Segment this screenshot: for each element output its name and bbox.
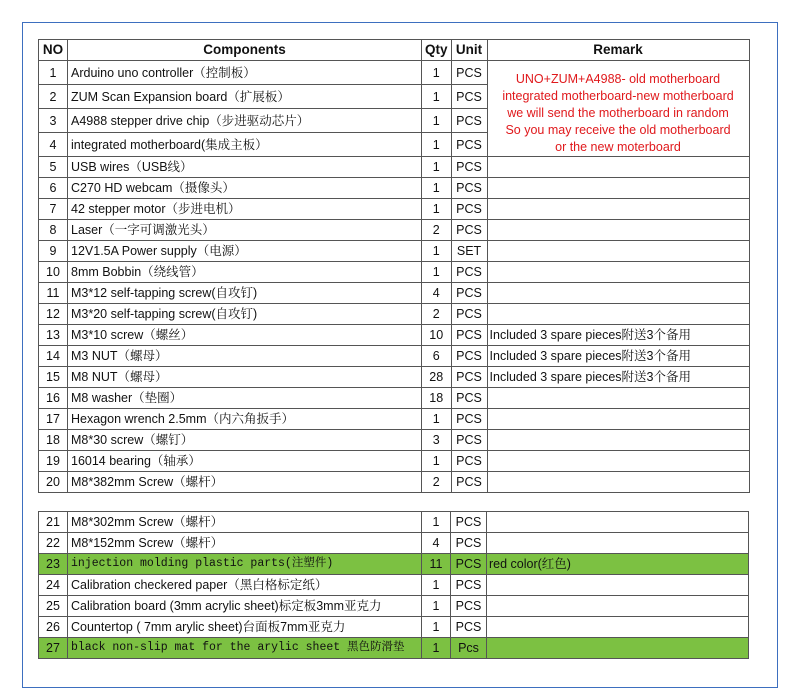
row-number: 3 — [39, 109, 68, 133]
table-row — [39, 617, 749, 638]
quantity: 1 — [422, 157, 452, 178]
remark-cell — [487, 638, 749, 659]
unit: PCS — [451, 304, 487, 325]
row-number: 17 — [39, 409, 68, 430]
component-name: Laser（一字可调激光头） — [68, 220, 422, 241]
remark-cell — [487, 388, 749, 409]
header-qty: Qty — [422, 40, 452, 61]
component-name: 12V1.5A Power supply（电源） — [68, 241, 422, 262]
row-number: 26 — [39, 617, 68, 638]
component-name: Calibration board (3mm acrylic sheet)标定板3mm亚克力 — [68, 596, 422, 617]
table-row — [39, 304, 750, 325]
components-table — [38, 39, 750, 493]
header-components: Components — [68, 40, 422, 61]
unit: PCS — [451, 220, 487, 241]
remark-cell: Included 3 spare pieces附送3个备用 — [487, 346, 749, 367]
remark-line: So you may receive the old motherboard — [505, 123, 731, 137]
component-name: M3*12 self-tapping screw(自攻钉) — [68, 283, 422, 304]
unit: PCS — [451, 346, 487, 367]
quantity: 1 — [422, 178, 452, 199]
remark-cell — [487, 533, 749, 554]
unit: PCS — [451, 617, 487, 638]
component-name: 8mm Bobbin（绕线管） — [68, 262, 422, 283]
unit: Pcs — [451, 638, 487, 659]
table-row — [39, 575, 749, 596]
unit: PCS — [451, 85, 487, 109]
unit: PCS — [451, 512, 487, 533]
header-row — [39, 40, 750, 61]
component-name: M8*382mm Screw（螺杆） — [68, 472, 422, 493]
row-number: 4 — [39, 133, 68, 157]
table-body-continued — [39, 512, 749, 659]
table-row — [39, 533, 749, 554]
remark-cell — [487, 220, 749, 241]
quantity: 4 — [422, 283, 452, 304]
component-name: M3*20 self-tapping screw(自攻钉) — [68, 304, 422, 325]
quantity: 10 — [422, 325, 452, 346]
component-name: M3*10 screw（螺丝） — [68, 325, 422, 346]
quantity: 1 — [422, 133, 452, 157]
quantity: 1 — [422, 512, 451, 533]
quantity: 28 — [422, 367, 452, 388]
unit: PCS — [451, 596, 487, 617]
unit: PCS — [451, 61, 487, 85]
quantity: 1 — [422, 575, 451, 596]
table-body — [39, 61, 750, 493]
remark-line: we will send the motherboard in random — [507, 106, 729, 120]
remark-line: UNO+ZUM+A4988- old motherboard — [515, 72, 721, 86]
unit: PCS — [451, 262, 487, 283]
unit: PCS — [451, 554, 487, 575]
header-remark: Remark — [487, 40, 749, 61]
quantity: 1 — [422, 596, 451, 617]
component-name: injection molding plastic parts(注塑件) — [68, 554, 422, 575]
quantity: 18 — [422, 388, 452, 409]
unit: SET — [451, 241, 487, 262]
component-name: 42 stepper motor（步进电机） — [68, 199, 422, 220]
table-row — [39, 367, 750, 388]
table-row — [39, 554, 749, 575]
component-name: USB wires（USB线） — [68, 157, 422, 178]
table-row — [39, 596, 749, 617]
row-number: 2 — [39, 85, 68, 109]
component-name: M8*30 screw（螺钉） — [68, 430, 422, 451]
table-row — [39, 157, 750, 178]
table-row — [39, 472, 750, 493]
component-name: black non-slip mat for the arylic sheet 黑色防滑垫 — [68, 638, 422, 659]
row-number: 19 — [39, 451, 68, 472]
quantity: 1 — [422, 61, 452, 85]
remark-cell — [487, 575, 749, 596]
row-number: 12 — [39, 304, 68, 325]
quantity: 11 — [422, 554, 451, 575]
table-row — [39, 638, 749, 659]
row-number: 15 — [39, 367, 68, 388]
quantity: 2 — [422, 304, 452, 325]
row-number: 8 — [39, 220, 68, 241]
table-row — [39, 178, 750, 199]
row-number: 7 — [39, 199, 68, 220]
table-row — [39, 220, 750, 241]
row-number: 22 — [39, 533, 68, 554]
quantity: 1 — [422, 85, 452, 109]
row-number: 21 — [39, 512, 68, 533]
remark-cell — [487, 178, 749, 199]
table-row — [39, 512, 749, 533]
unit: PCS — [451, 430, 487, 451]
row-number: 27 — [39, 638, 68, 659]
remark-cell — [487, 304, 749, 325]
remark-line: or the new moterboard — [555, 140, 681, 154]
row-number: 6 — [39, 178, 68, 199]
remark-cell — [487, 472, 749, 493]
quantity: 1 — [422, 617, 451, 638]
component-name: M8 washer（垫圈） — [68, 388, 422, 409]
remark-cell — [487, 262, 749, 283]
component-name: C270 HD webcam（摄像头） — [68, 178, 422, 199]
unit: PCS — [451, 109, 487, 133]
remark-cell — [487, 409, 749, 430]
unit: PCS — [451, 199, 487, 220]
row-number: 18 — [39, 430, 68, 451]
component-name: M3 NUT（螺母） — [68, 346, 422, 367]
row-number: 23 — [39, 554, 68, 575]
remark-cell — [487, 451, 749, 472]
component-name: integrated motherboard(集成主板） — [68, 133, 422, 157]
unit: PCS — [451, 575, 487, 596]
table-row — [39, 409, 750, 430]
quantity: 1 — [422, 241, 452, 262]
table-row — [39, 283, 750, 304]
unit: PCS — [451, 325, 487, 346]
component-name: M8*152mm Screw（螺杆） — [68, 533, 422, 554]
component-name: Arduino uno controller（控制板） — [68, 61, 422, 85]
component-name: Hexagon wrench 2.5mm（内六角扳手） — [68, 409, 422, 430]
row-number: 25 — [39, 596, 68, 617]
row-number: 13 — [39, 325, 68, 346]
table-row — [39, 388, 750, 409]
component-name: A4988 stepper drive chip（步进驱动芯片） — [68, 109, 422, 133]
remark-cell — [487, 157, 749, 178]
component-name: Calibration checkered paper（黑白格标定纸） — [68, 575, 422, 596]
table-row — [39, 430, 750, 451]
unit: PCS — [451, 472, 487, 493]
quantity: 1 — [422, 199, 452, 220]
quantity: 1 — [422, 109, 452, 133]
component-name: ZUM Scan Expansion board（扩展板） — [68, 85, 422, 109]
component-name: M8 NUT（螺母） — [68, 367, 422, 388]
row-number: 20 — [39, 472, 68, 493]
components-table-continued — [38, 511, 749, 659]
remark-cell — [487, 283, 749, 304]
row-number: 11 — [39, 283, 68, 304]
row-number: 1 — [39, 61, 68, 85]
table-row — [39, 262, 750, 283]
quantity: 2 — [422, 220, 452, 241]
remark-cell: red color(红色) — [487, 554, 749, 575]
table-row — [39, 325, 750, 346]
remark-cell: Included 3 spare pieces附送3个备用 — [487, 325, 749, 346]
unit: PCS — [451, 178, 487, 199]
component-name: M8*302mm Screw（螺杆） — [68, 512, 422, 533]
unit: PCS — [451, 367, 487, 388]
unit: PCS — [451, 451, 487, 472]
remark-cell — [487, 596, 749, 617]
row-number: 14 — [39, 346, 68, 367]
remark-cell — [487, 199, 749, 220]
unit: PCS — [451, 157, 487, 178]
remark-cell — [487, 430, 749, 451]
quantity: 4 — [422, 533, 451, 554]
table-row — [39, 241, 750, 262]
unit: PCS — [451, 409, 487, 430]
table-row — [39, 346, 750, 367]
row-number: 16 — [39, 388, 68, 409]
quantity: 2 — [422, 472, 452, 493]
unit: PCS — [451, 283, 487, 304]
remark-cell: Included 3 spare pieces附送3个备用 — [487, 367, 749, 388]
unit: PCS — [451, 533, 487, 554]
quantity: 3 — [422, 430, 452, 451]
table-row — [39, 61, 750, 85]
remark-cell — [487, 512, 749, 533]
motherboard-remark — [487, 61, 749, 157]
component-name: Countertop ( 7mm arylic sheet)台面板7mm亚克力 — [68, 617, 422, 638]
component-name: 16014 bearing（轴承） — [68, 451, 422, 472]
header-unit: Unit — [451, 40, 487, 61]
row-number: 24 — [39, 575, 68, 596]
remark-cell — [487, 241, 749, 262]
quantity: 1 — [422, 638, 451, 659]
quantity: 1 — [422, 409, 452, 430]
remark-line: integrated motherboard-new motherboard — [502, 89, 734, 103]
remark-cell — [487, 617, 749, 638]
unit: PCS — [451, 133, 487, 157]
row-number: 10 — [39, 262, 68, 283]
row-number: 9 — [39, 241, 68, 262]
table-row — [39, 199, 750, 220]
quantity: 6 — [422, 346, 452, 367]
quantity: 1 — [422, 262, 452, 283]
unit: PCS — [451, 388, 487, 409]
table-row — [39, 451, 750, 472]
header-no: NO — [39, 40, 68, 61]
row-number: 5 — [39, 157, 68, 178]
quantity: 1 — [422, 451, 452, 472]
